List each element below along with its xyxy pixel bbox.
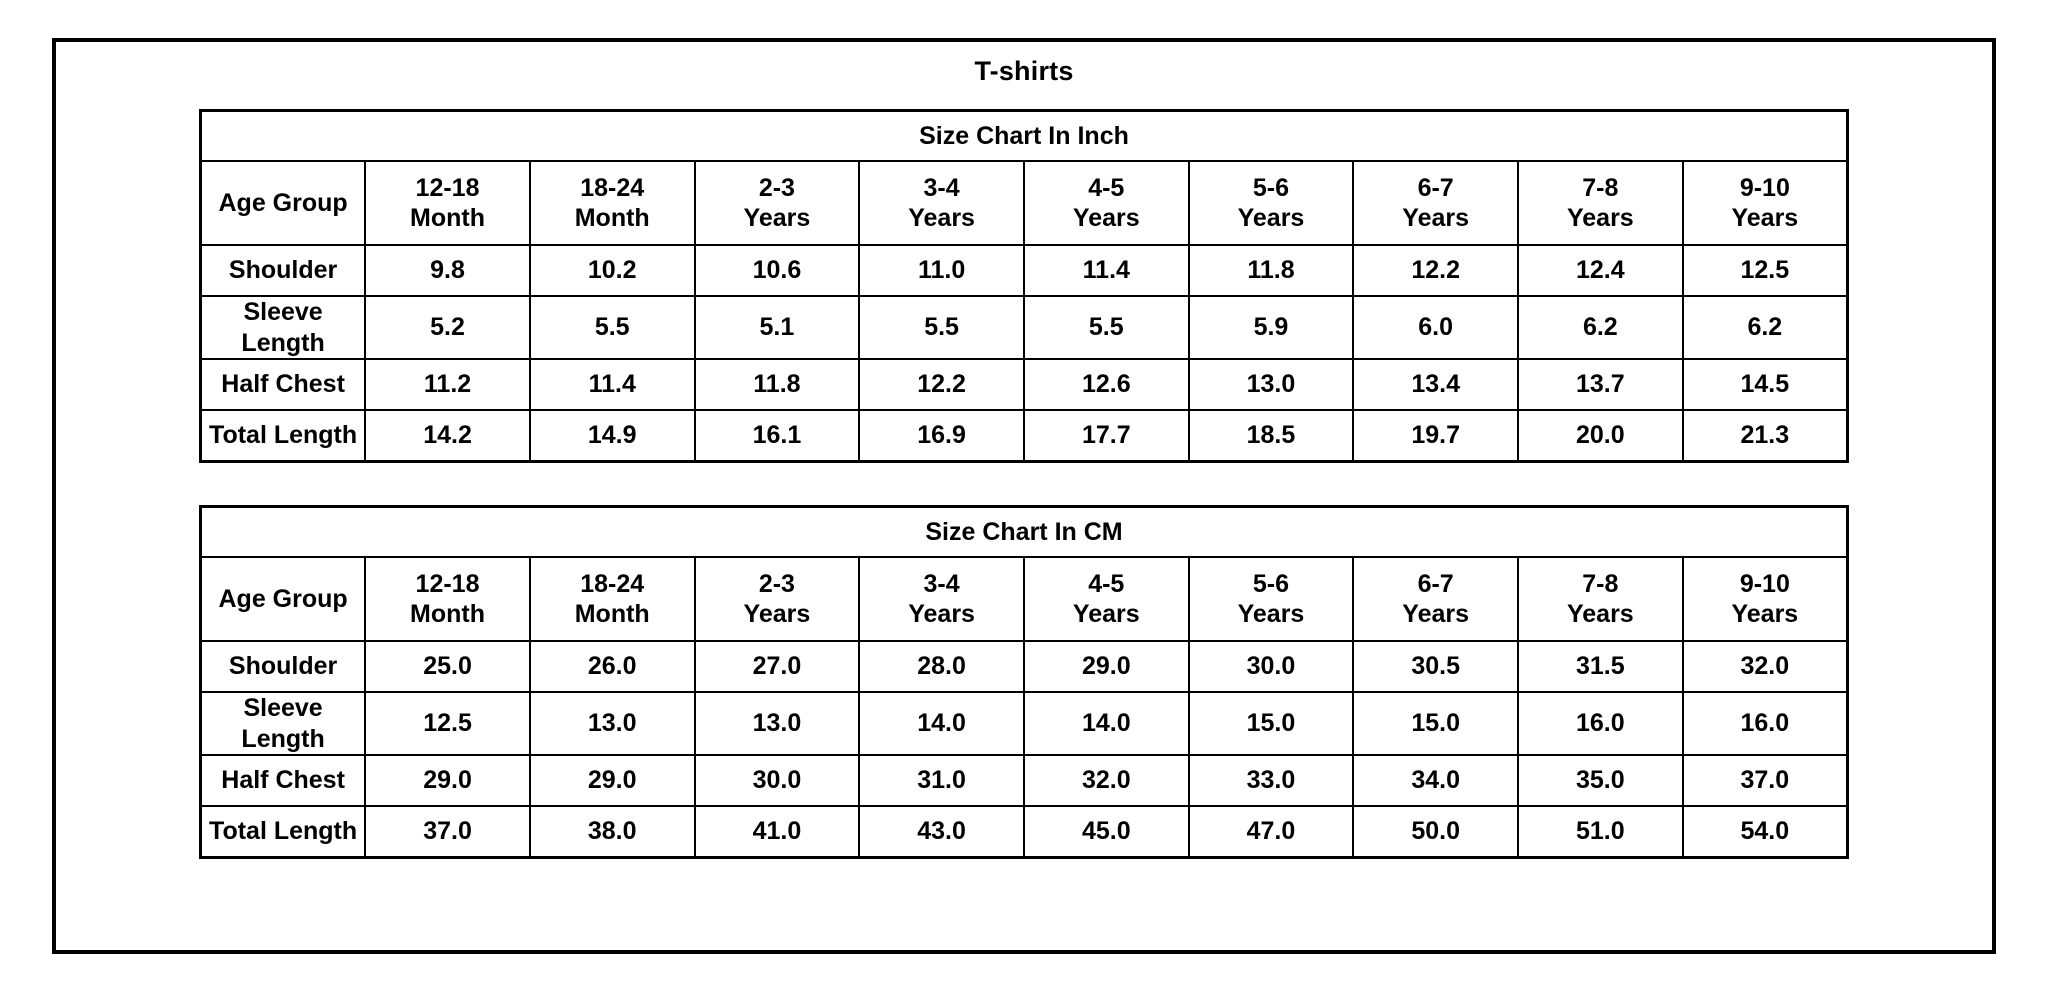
table-cell: 16.0 [1518, 692, 1683, 755]
size-chart-inch-table [199, 109, 1849, 463]
table-cell: 30.0 [695, 755, 860, 806]
column-header-line1: 4-5 [1088, 569, 1125, 598]
size-chart-inch-caption: Size Chart In Inch [201, 111, 1848, 162]
column-header [365, 557, 530, 641]
column-header-line2: Month [574, 204, 650, 232]
table-cell: 12.6 [1024, 359, 1189, 410]
column-header-line1: 5-6 [1252, 173, 1290, 202]
table-row [201, 245, 1848, 296]
column-header [695, 557, 860, 641]
row-header-label: Age Group [201, 557, 366, 641]
table-cell: 16.1 [695, 410, 860, 462]
table-cell: 13.0 [695, 692, 860, 755]
table-cell: 45.0 [1024, 806, 1189, 858]
table-cell: 13.0 [530, 692, 695, 755]
table-cell: 11.8 [1189, 245, 1354, 296]
column-header-line1: 6-7 [1417, 569, 1454, 598]
row-label: Sleeve Length [201, 692, 366, 755]
table-cell: 15.0 [1353, 692, 1518, 755]
column-header-line1: 2-3 [758, 173, 795, 202]
column-header-line1: 9-10 [1739, 173, 1790, 202]
table-cell: 6.2 [1518, 296, 1683, 359]
row-label: Half Chest [201, 359, 366, 410]
column-header [1518, 161, 1683, 245]
row-label: Sleeve Length [201, 296, 366, 359]
size-chart-cm-table [199, 505, 1849, 859]
column-header [1518, 557, 1683, 641]
table-header-row [201, 557, 1848, 641]
column-header-line2: Years [1402, 600, 1470, 628]
table-cell: 25.0 [365, 641, 530, 692]
row-label: Shoulder [201, 245, 366, 296]
column-header [530, 161, 695, 245]
column-header-line2: Month [410, 204, 486, 232]
table-cell: 11.2 [365, 359, 530, 410]
table-cell: 14.0 [859, 692, 1024, 755]
column-header [695, 161, 860, 245]
table-cell: 5.1 [695, 296, 860, 359]
column-header-line2: Years [1072, 204, 1140, 232]
table-row [201, 755, 1848, 806]
column-header-line2: Years [1731, 204, 1799, 232]
size-chart-inch-wrapper [199, 109, 1849, 463]
table-cell: 51.0 [1518, 806, 1683, 858]
size-chart-cm-caption: Size Chart In CM [201, 507, 1848, 558]
table-header-row [201, 161, 1848, 245]
page-title: T-shirts [974, 56, 1074, 86]
column-header-line1: 18-24 [580, 569, 645, 598]
size-chart-inch-body [201, 111, 1848, 462]
table-cell: 14.0 [1024, 692, 1189, 755]
row-label: Total Length [201, 806, 366, 858]
table-row [201, 296, 1848, 359]
column-header [859, 557, 1024, 641]
table-cell: 20.0 [1518, 410, 1683, 462]
column-header-line1: 12-18 [415, 569, 480, 598]
table-cell: 11.8 [695, 359, 860, 410]
table-cell: 11.4 [1024, 245, 1189, 296]
table-cell: 13.0 [1189, 359, 1354, 410]
column-header-line2: Years [1566, 204, 1634, 232]
table-cell: 5.5 [530, 296, 695, 359]
table-cell: 29.0 [1024, 641, 1189, 692]
column-header-line1: 18-24 [580, 173, 645, 202]
table-caption-row [201, 111, 1848, 162]
column-header-line2: Years [743, 204, 811, 232]
column-header-line2: Month [574, 600, 650, 628]
table-cell: 30.0 [1189, 641, 1354, 692]
column-header [1683, 161, 1848, 245]
table-cell: 37.0 [365, 806, 530, 858]
table-cell: 12.5 [365, 692, 530, 755]
chart-frame [52, 38, 1996, 954]
column-header-line1: 3-4 [923, 569, 960, 598]
column-header-line2: Years [1402, 204, 1470, 232]
table-cell: 14.5 [1683, 359, 1848, 410]
table-cell: 12.4 [1518, 245, 1683, 296]
column-header [1353, 557, 1518, 641]
table-cell: 29.0 [365, 755, 530, 806]
column-header [1024, 161, 1189, 245]
table-cell: 31.5 [1518, 641, 1683, 692]
table-cell: 28.0 [859, 641, 1024, 692]
table-cell: 16.0 [1683, 692, 1848, 755]
column-header [1189, 161, 1354, 245]
column-header-line2: Years [1731, 600, 1799, 628]
table-cell: 17.7 [1024, 410, 1189, 462]
table-cell: 19.7 [1353, 410, 1518, 462]
table-cell: 6.2 [1683, 296, 1848, 359]
table-cell: 5.5 [1024, 296, 1189, 359]
column-header-line2: Years [743, 600, 811, 628]
column-header-line2: Years [908, 204, 975, 232]
table-row [201, 692, 1848, 755]
column-header-line1: 2-3 [758, 569, 795, 598]
table-cell: 14.2 [365, 410, 530, 462]
table-cell: 27.0 [695, 641, 860, 692]
table-cell: 32.0 [1683, 641, 1848, 692]
row-label: Total Length [201, 410, 366, 462]
column-header [859, 161, 1024, 245]
column-header-line2: Years [908, 600, 975, 628]
column-header-line1: 7-8 [1582, 173, 1619, 202]
table-cell: 16.9 [859, 410, 1024, 462]
table-cell: 50.0 [1353, 806, 1518, 858]
column-header-line1: 6-7 [1417, 173, 1454, 202]
column-header [1353, 161, 1518, 245]
table-cell: 10.6 [695, 245, 860, 296]
table-cell: 33.0 [1189, 755, 1354, 806]
column-header [1189, 557, 1354, 641]
table-cell: 14.9 [530, 410, 695, 462]
table-cell: 34.0 [1353, 755, 1518, 806]
column-header-line1: 12-18 [415, 173, 480, 202]
column-header-line2: Years [1237, 204, 1305, 232]
table-cell: 18.5 [1189, 410, 1354, 462]
table-cell: 5.5 [859, 296, 1024, 359]
table-cell: 43.0 [859, 806, 1024, 858]
table-caption-row [201, 507, 1848, 558]
size-chart-cm-wrapper [199, 505, 1849, 859]
table-cell: 30.5 [1353, 641, 1518, 692]
table-cell: 12.2 [1353, 245, 1518, 296]
table-cell: 37.0 [1683, 755, 1848, 806]
column-header [530, 557, 695, 641]
column-header-line2: Years [1237, 600, 1305, 628]
table-row [201, 410, 1848, 462]
table-cell: 21.3 [1683, 410, 1848, 462]
table-cell: 5.2 [365, 296, 530, 359]
column-header-line1: 5-6 [1252, 569, 1290, 598]
table-cell: 12.5 [1683, 245, 1848, 296]
row-label: Half Chest [201, 755, 366, 806]
table-cell: 5.9 [1189, 296, 1354, 359]
column-header-line2: Month [410, 600, 486, 628]
column-header-line2: Years [1072, 600, 1140, 628]
table-row [201, 359, 1848, 410]
table-cell: 10.2 [530, 245, 695, 296]
table-separator [56, 463, 1992, 505]
table-cell: 15.0 [1189, 692, 1354, 755]
column-header [365, 161, 530, 245]
table-cell: 13.7 [1518, 359, 1683, 410]
column-header [1024, 557, 1189, 641]
table-cell: 29.0 [530, 755, 695, 806]
table-cell: 47.0 [1189, 806, 1354, 858]
column-header-line1: 3-4 [923, 173, 960, 202]
table-row [201, 806, 1848, 858]
table-cell: 54.0 [1683, 806, 1848, 858]
column-header-line1: 9-10 [1739, 569, 1790, 598]
table-cell: 9.8 [365, 245, 530, 296]
column-header-line1: 4-5 [1088, 173, 1125, 202]
table-cell: 6.0 [1353, 296, 1518, 359]
table-cell: 32.0 [1024, 755, 1189, 806]
table-cell: 35.0 [1518, 755, 1683, 806]
table-cell: 31.0 [859, 755, 1024, 806]
row-label: Shoulder [201, 641, 366, 692]
column-header-line1: 7-8 [1582, 569, 1619, 598]
size-chart-cm-body [201, 507, 1848, 858]
table-cell: 12.2 [859, 359, 1024, 410]
table-cell: 11.0 [859, 245, 1024, 296]
table-cell: 26.0 [530, 641, 695, 692]
table-cell: 38.0 [530, 806, 695, 858]
table-cell: 11.4 [530, 359, 695, 410]
table-cell: 41.0 [695, 806, 860, 858]
table-cell: 13.4 [1353, 359, 1518, 410]
table-row [201, 641, 1848, 692]
row-header-label: Age Group [201, 161, 366, 245]
column-header-line2: Years [1566, 600, 1634, 628]
column-header [1683, 557, 1848, 641]
